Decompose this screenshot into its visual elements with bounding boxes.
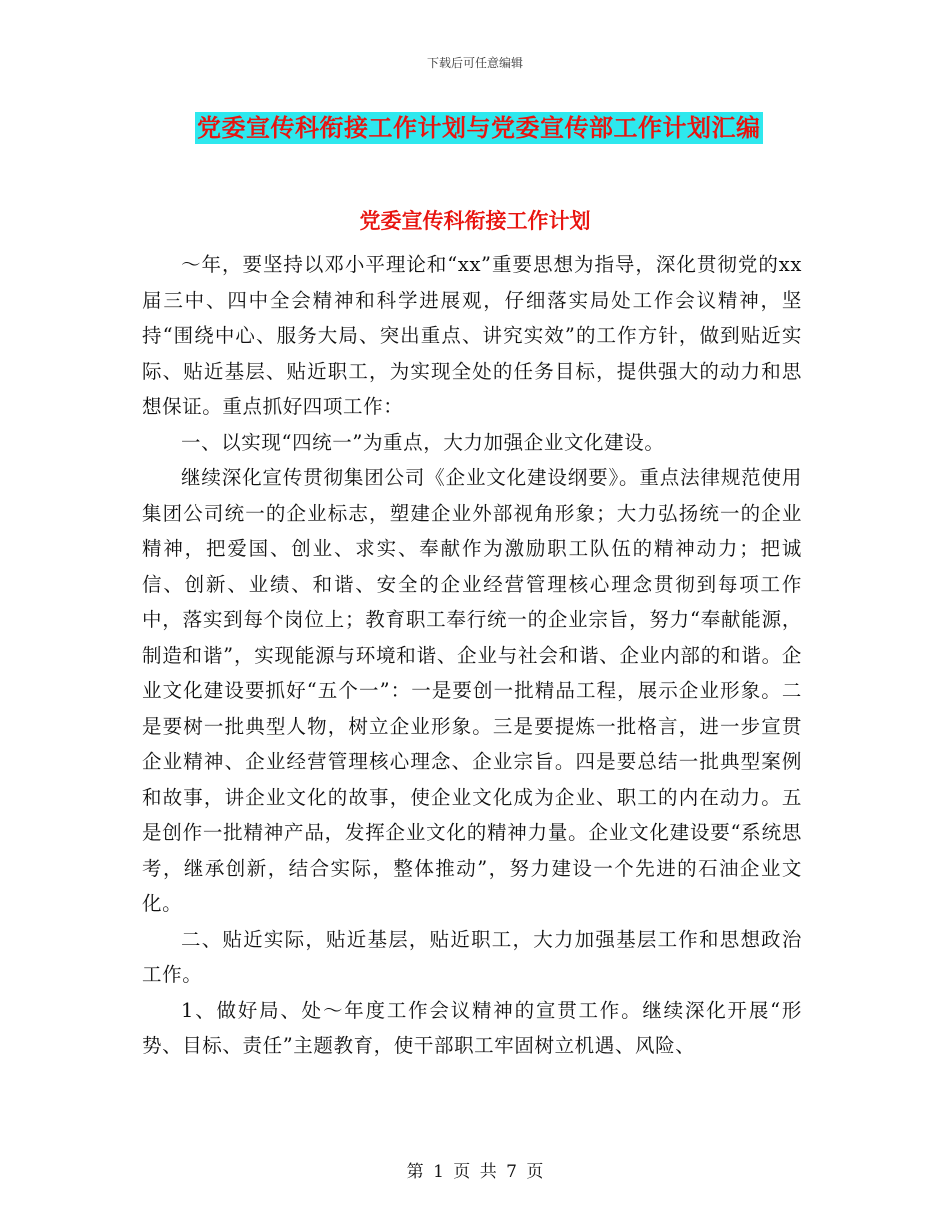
paragraph-heading-two: 二、贴近实际，贴近基层，贴近职工，大力加强基层工作和思想政治工作。 (142, 927, 802, 986)
paragraph-heading-one: 一、以实现“四统一”为重点，大力加强企业文化建设。 (181, 430, 665, 454)
body-text (142, 247, 802, 1064)
paragraph-culture: 继续深化宣传贯彻集团公司《企业文化建设纲要》。重点法律规范使用集团公司统一的企业标志，塑建企业外部视角形象；大力弘扬统一的企业精神，把爱国、创业、求实、奉献作为激励职工队伍的精神动力；把诚信、创新、业绩、和谐、安全的企业经营管理核心理念贯彻到每项工作中，落实到每个岗位上；教育职工奉行统一的企业宗旨，努力“奉献能源，制造和谐”，实现能源与环境和谐、企业与社会和谐、企业内部的和谐。企业文化建设要抓好“五个一”：一是要创一批精品工程，展示企业形象。二是要树一批典型人物，树立企业形象。三是要提炼一批格言，进一步宣贯企业精神、企业经营管理核心理念、企业宗旨。四是要总结一批典型案例和故事，讲企业文化的故事，使企业文化成为企业、职工的内在动力。五是创作一批精神产品，发挥企业文化的精神力量。企业文化建设要“系统思考，继承创新，结合实际，整体推动”，努力建设一个先进的石油企业文化。 (142, 466, 802, 915)
document-title: 党委宣传科衔接工作计划与党委宣传部工作计划汇编 (197, 114, 761, 142)
section-title: 党委宣传科衔接工作计划 (359, 209, 591, 233)
header-note: 下载后可任意编辑 (426, 56, 523, 70)
paragraph-item-one: 1、做好局、处～年度工作会议精神的宣贯工作。继续深化开展“形势、目标、责任”主题教育，使干部职工牢固树立机遇、风险、 (142, 998, 802, 1057)
paragraph-intro: ～年，要坚持以邓小平理论和“xx”重要思想为指导，深化贯彻党的xx届三中、四中全会精神和科学进展观，仔细落实局处工作会议精神，坚持“围绕中心、服务大局、突出重点、讲究实效”的工作方针，做到贴近实际、贴近基层、贴近职工，为实现全处的任务目标，提供强大的动力和思想保证。重点抓好四项工作： (142, 253, 802, 418)
page-number-footer: 第 1 页 共 7 页 (406, 1162, 544, 1182)
